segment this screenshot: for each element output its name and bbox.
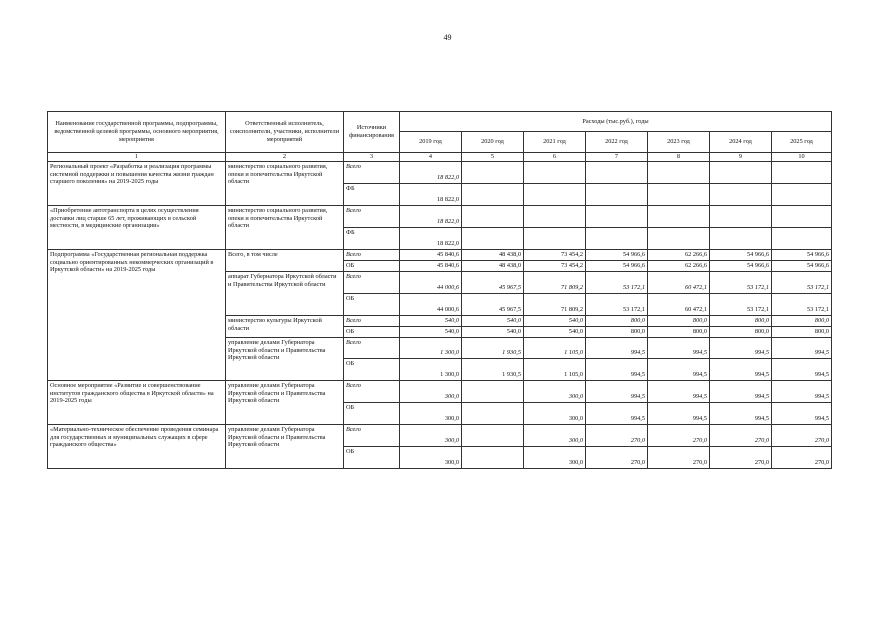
value-cell — [710, 184, 772, 206]
value-cell: 62 266,6 — [648, 250, 710, 261]
value-cell: 1 930,5 — [462, 338, 524, 359]
value-cell: 800,0 — [710, 327, 772, 338]
value-cell — [462, 228, 524, 250]
value-cell: 540,0 — [462, 327, 524, 338]
value-cell: 994,5 — [586, 359, 648, 381]
value-cell — [586, 228, 648, 250]
value-cell — [710, 228, 772, 250]
value-cell: 300,0 — [400, 403, 462, 425]
value-cell: 54 966,6 — [710, 261, 772, 272]
value-cell: 994,5 — [772, 403, 832, 425]
value-cell: 800,0 — [772, 327, 832, 338]
value-cell: 45 840,6 — [400, 250, 462, 261]
executor-cell: Всего, в том числе — [226, 250, 344, 272]
value-cell: 54 966,6 — [586, 250, 648, 261]
value-cell: 994,5 — [772, 381, 832, 403]
program-name-cell: «Материально-техническое обеспечение проведения семинара для государственных и муниципальных служащих в сфере гражданского общества» — [48, 425, 226, 469]
value-cell: 53 172,1 — [772, 294, 832, 316]
value-cell: 44 000,6 — [400, 272, 462, 294]
value-cell: 60 472,1 — [648, 272, 710, 294]
executor-cell: управление делами Губернатора Иркутской области и Правительства Иркутской области — [226, 381, 344, 425]
value-cell: 800,0 — [710, 316, 772, 327]
value-cell: 300,0 — [524, 447, 586, 469]
executor-cell: управление делами Губернатора Иркутской области и Правительства Иркутской области — [226, 425, 344, 469]
table-row — [48, 381, 832, 403]
value-cell: 300,0 — [400, 425, 462, 447]
value-cell — [648, 184, 710, 206]
source-cell: ОБ — [344, 261, 400, 272]
value-cell: 53 172,1 — [772, 272, 832, 294]
value-cell: 540,0 — [400, 316, 462, 327]
column-number: 5 — [462, 153, 524, 162]
value-cell: 54 966,6 — [710, 250, 772, 261]
executor-cell: министерство социального развития, опеки и попечительства Иркутской области — [226, 206, 344, 250]
value-cell: 45 967,5 — [462, 294, 524, 316]
value-cell — [648, 162, 710, 184]
source-cell: ОБ — [344, 294, 400, 316]
value-cell — [462, 403, 524, 425]
executor-cell: управление делами Губернатора Иркутской области и Правительства Иркутской области — [226, 338, 344, 381]
program-name-cell: Основное мероприятие «Развитие и совершенствование институтов гражданского общества в Иркутской области» на 2019-2025 годы — [48, 381, 226, 425]
value-cell — [772, 162, 832, 184]
value-cell — [648, 228, 710, 250]
value-cell — [586, 206, 648, 228]
value-cell — [710, 206, 772, 228]
column-number: 9 — [710, 153, 772, 162]
value-cell: 60 472,1 — [648, 294, 710, 316]
executor-cell: министерство социального развития, опеки и попечительства Иркутской области — [226, 162, 344, 206]
value-cell — [772, 228, 832, 250]
source-cell: Всего — [344, 162, 400, 184]
value-cell: 270,0 — [710, 425, 772, 447]
value-cell: 800,0 — [586, 327, 648, 338]
source-cell: Всего — [344, 338, 400, 359]
value-cell — [586, 184, 648, 206]
table-row — [48, 162, 832, 184]
program-name-cell: «Приобретение автотранспорта в целях осуществления доставки лиц старше 65 лет, проживающих в сельской местности, в медицинские организации» — [48, 206, 226, 250]
value-cell: 540,0 — [462, 316, 524, 327]
column-number: 4 — [400, 153, 462, 162]
value-cell: 270,0 — [586, 425, 648, 447]
value-cell: 1 105,0 — [524, 359, 586, 381]
header-year: 2025 год — [772, 132, 832, 153]
header-sources: Источники финансирования — [344, 112, 400, 153]
header-year: 2024 год — [710, 132, 772, 153]
value-cell: 53 172,1 — [586, 294, 648, 316]
value-cell: 994,5 — [710, 338, 772, 359]
source-cell: Всего — [344, 206, 400, 228]
column-number: 7 — [586, 153, 648, 162]
column-number: 2 — [226, 153, 344, 162]
value-cell: 540,0 — [524, 316, 586, 327]
value-cell: 994,5 — [586, 381, 648, 403]
header-name: Наименование государственной программы, подпрограммы, ведомственной целевой программы, основного мероприятия, мероприятия — [48, 112, 226, 153]
value-cell: 994,5 — [586, 403, 648, 425]
source-cell: ФБ — [344, 184, 400, 206]
source-cell: Всего — [344, 381, 400, 403]
page-number: 49 — [443, 33, 452, 42]
value-cell — [710, 162, 772, 184]
header-year: 2020 год — [462, 132, 524, 153]
value-cell: 270,0 — [648, 447, 710, 469]
value-cell: 994,5 — [586, 338, 648, 359]
value-cell — [462, 206, 524, 228]
value-cell: 54 966,6 — [772, 250, 832, 261]
header-year: 2021 год — [524, 132, 586, 153]
value-cell: 48 438,0 — [462, 250, 524, 261]
value-cell: 300,0 — [524, 403, 586, 425]
source-cell: ОБ — [344, 359, 400, 381]
source-cell: Всего — [344, 272, 400, 294]
header-year: 2019 год — [400, 132, 462, 153]
value-cell — [462, 447, 524, 469]
value-cell — [772, 184, 832, 206]
value-cell — [524, 228, 586, 250]
value-cell: 45 967,5 — [462, 272, 524, 294]
header-year: 2022 год — [586, 132, 648, 153]
header-year: 2023 год — [648, 132, 710, 153]
column-number: 1 — [48, 153, 226, 162]
value-cell: 54 966,6 — [772, 261, 832, 272]
column-number: 8 — [648, 153, 710, 162]
value-cell: 994,5 — [710, 359, 772, 381]
source-cell: ОБ — [344, 327, 400, 338]
value-cell: 994,5 — [648, 403, 710, 425]
source-cell: Всего — [344, 425, 400, 447]
value-cell: 18 822,0 — [400, 206, 462, 228]
value-cell: 18 822,0 — [400, 184, 462, 206]
source-cell: Всего — [344, 250, 400, 261]
value-cell: 994,5 — [710, 381, 772, 403]
program-name-cell: Подпрограмма «Государственная региональная поддержка социально ориентированных некоммерческих организаций в Иркутской области» на 2019-2025 годы — [48, 250, 226, 381]
source-cell: ФБ — [344, 228, 400, 250]
value-cell: 540,0 — [400, 327, 462, 338]
value-cell: 53 172,1 — [586, 272, 648, 294]
value-cell: 270,0 — [710, 447, 772, 469]
value-cell — [462, 162, 524, 184]
value-cell: 800,0 — [648, 327, 710, 338]
value-cell: 73 454,2 — [524, 250, 586, 261]
column-number: 6 — [524, 153, 586, 162]
value-cell: 44 000,6 — [400, 294, 462, 316]
table-row — [48, 250, 832, 261]
table-row — [48, 425, 832, 447]
value-cell: 800,0 — [586, 316, 648, 327]
value-cell: 300,0 — [400, 447, 462, 469]
value-cell — [524, 184, 586, 206]
value-cell: 800,0 — [772, 316, 832, 327]
value-cell: 270,0 — [772, 425, 832, 447]
value-cell: 48 438,0 — [462, 261, 524, 272]
value-cell: 300,0 — [524, 425, 586, 447]
value-cell: 994,5 — [772, 359, 832, 381]
value-cell: 994,5 — [648, 359, 710, 381]
value-cell: 300,0 — [400, 381, 462, 403]
value-cell: 540,0 — [524, 327, 586, 338]
budget-table — [47, 111, 832, 469]
value-cell — [524, 206, 586, 228]
value-cell: 1 300,0 — [400, 359, 462, 381]
executor-cell: аппарат Губернатора Иркутской области и Правительства Иркутской области — [226, 272, 344, 316]
value-cell: 18 822,0 — [400, 162, 462, 184]
value-cell — [524, 162, 586, 184]
value-cell: 270,0 — [586, 447, 648, 469]
value-cell: 1 105,0 — [524, 338, 586, 359]
value-cell: 994,5 — [710, 403, 772, 425]
source-cell: ОБ — [344, 447, 400, 469]
value-cell: 71 809,2 — [524, 294, 586, 316]
executor-cell: министерство культуры Иркутской области — [226, 316, 344, 338]
value-cell: 300,0 — [524, 381, 586, 403]
source-cell: ОБ — [344, 403, 400, 425]
table-row — [48, 206, 832, 228]
value-cell: 45 840,6 — [400, 261, 462, 272]
value-cell: 994,5 — [648, 338, 710, 359]
value-cell: 994,5 — [648, 381, 710, 403]
column-number: 3 — [344, 153, 400, 162]
value-cell: 1 300,0 — [400, 338, 462, 359]
value-cell: 800,0 — [648, 316, 710, 327]
value-cell: 71 809,2 — [524, 272, 586, 294]
value-cell: 62 266,6 — [648, 261, 710, 272]
program-name-cell: Региональный проект «Разработка и реализация программы системной поддержки и повышения качества жизни граждан старшего поколения» на 2019-2025 годы — [48, 162, 226, 206]
value-cell: 73 454,2 — [524, 261, 586, 272]
value-cell: 18 822,0 — [400, 228, 462, 250]
source-cell: Всего — [344, 316, 400, 327]
value-cell — [462, 184, 524, 206]
value-cell — [462, 425, 524, 447]
value-cell — [648, 206, 710, 228]
header-executor: Ответственный исполнитель, соисполнители, участники, исполнители мероприятий — [226, 112, 344, 153]
value-cell: 270,0 — [772, 447, 832, 469]
value-cell — [586, 162, 648, 184]
value-cell: 1 930,5 — [462, 359, 524, 381]
value-cell — [462, 381, 524, 403]
table-body — [48, 162, 832, 469]
value-cell: 53 172,1 — [710, 272, 772, 294]
value-cell: 54 966,6 — [586, 261, 648, 272]
column-number: 10 — [772, 153, 832, 162]
header-expenses: Расходы (тыс.руб.), годы — [400, 112, 832, 132]
value-cell: 994,5 — [772, 338, 832, 359]
value-cell: 53 172,1 — [710, 294, 772, 316]
value-cell — [772, 206, 832, 228]
value-cell: 270,0 — [648, 425, 710, 447]
